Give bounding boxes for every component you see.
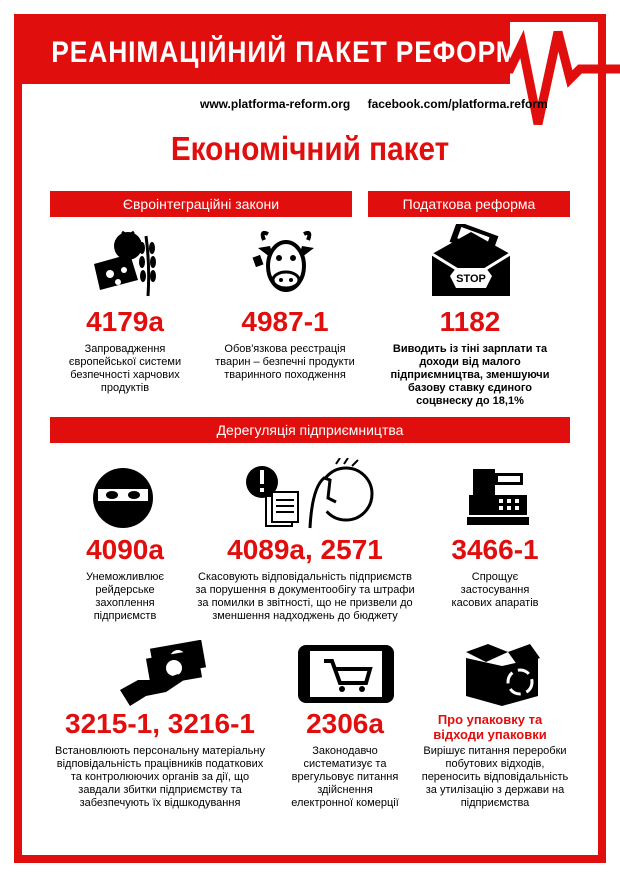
stop-sign-text: STOP bbox=[456, 273, 486, 285]
code-4179a: 4179а bbox=[86, 306, 164, 337]
desc-4179a: Запровадження європейської системи безпечності харчових продуктів bbox=[68, 343, 182, 394]
money-hand-icon bbox=[118, 640, 210, 710]
facepalm-documents-icon bbox=[240, 458, 380, 534]
desc-4089a-2571: Скасовують відповідальність підприємств за порушення в документообігу та штрафи за помилки в звітності, що не призвели до зменшення надходжень до бюджету bbox=[195, 571, 415, 622]
code-4089a-2571: 4089а, 2571 bbox=[227, 534, 383, 565]
website-link[interactable]: www.platforma-reform.org bbox=[200, 97, 351, 111]
cash-register-icon bbox=[465, 463, 531, 529]
section-deregulation: Дерегуляція підприємництва bbox=[50, 417, 570, 443]
facebook-link[interactable]: facebook.com/platforma.reform bbox=[367, 97, 548, 111]
desc-2306a: Законодавчо систематизує та врегульовує питання здійснення електронної комерції bbox=[291, 745, 399, 809]
food-icon bbox=[90, 226, 160, 298]
desc-3215-1-3216-1: Встановлюють персональну матеріальну відповідальність працівників податкових та контролюючих органів за дії, що завдали збитки підприємству та забезпечують їх відшкодування bbox=[55, 745, 265, 809]
masked-face-icon bbox=[90, 465, 156, 531]
section-eurointegration: Євроінтеграційні закони bbox=[50, 191, 352, 217]
stop-envelope-icon bbox=[428, 224, 514, 300]
desc-4090a: Унеможливлює рейдерське захоплення підприємств bbox=[85, 571, 165, 622]
code-3215-1-3216-1: 3215-1, 3216-1 bbox=[65, 708, 255, 739]
recycle-box-icon bbox=[460, 638, 544, 708]
page-title: Економічний пакет bbox=[170, 130, 450, 167]
header-banner bbox=[22, 22, 519, 84]
section-tax: Податкова реформа bbox=[368, 191, 570, 217]
desc-1182: Виводить із тіні зарплати та доходи від малого підприємництва, зменшуючи базову ставку єдиного соцвнеску до 18,1% bbox=[390, 343, 550, 407]
desc-packaging-law: Вирішує питання переробки побутових відходів, переносить відповідальність за утилізацію з держави на підприємства bbox=[421, 745, 569, 809]
header-links bbox=[200, 97, 562, 111]
code-3466-1: 3466-1 bbox=[451, 534, 539, 565]
phone-cart-icon bbox=[296, 643, 396, 705]
desc-4987-1: Обов'язкова реєстрація тварин – безпечні продукти тваринного походження bbox=[215, 343, 355, 381]
cow-icon bbox=[250, 226, 322, 298]
code-4987-1: 4987-1 bbox=[241, 306, 329, 337]
header-title: РЕАНІМАЦІЙНИЙ ПАКЕТ РЕФОРМ bbox=[51, 36, 519, 69]
code-2306a: 2306а bbox=[306, 708, 384, 739]
code-4090a: 4090а bbox=[86, 534, 164, 565]
code-packaging-law: Про упаковку та відходи упаковки bbox=[433, 712, 547, 742]
desc-3466-1: Спрощує застосування касових апаратів bbox=[451, 571, 539, 609]
heartbeat-icon bbox=[480, 24, 620, 134]
code-1182: 1182 bbox=[439, 306, 501, 337]
